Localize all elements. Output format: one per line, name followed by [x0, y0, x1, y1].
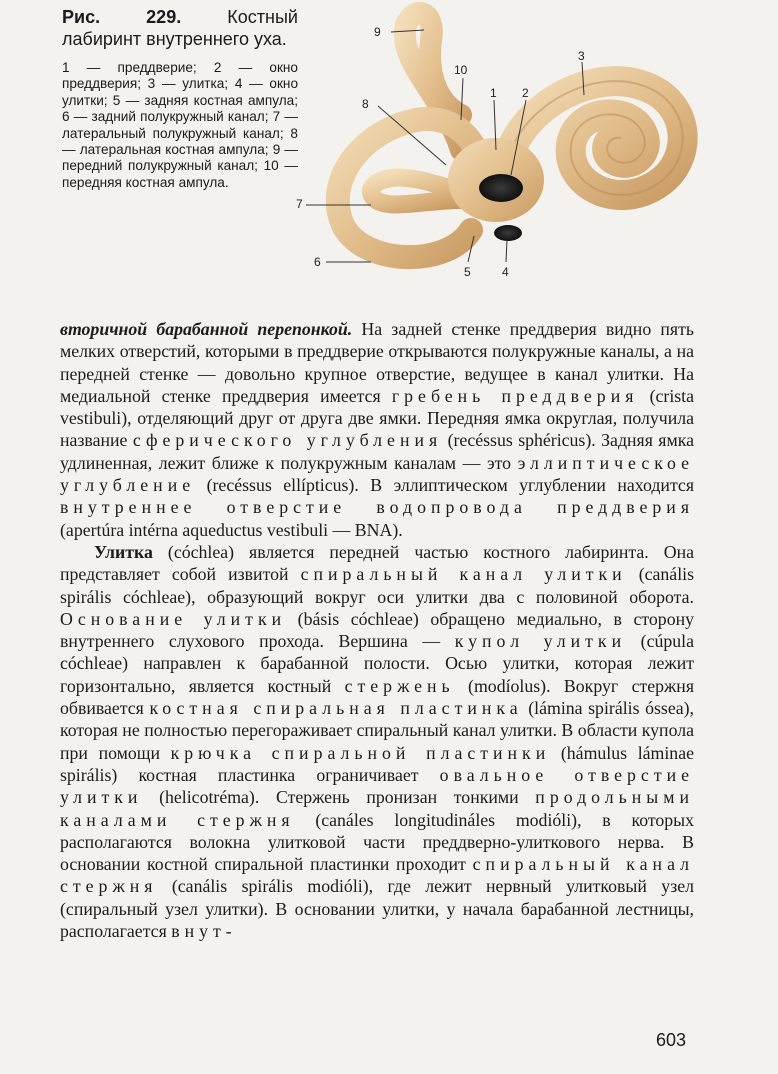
- text-span: (cóchlea) является передней частью костного лабиринта. Она представляет собой извитой: [60, 541, 694, 585]
- text-span: (helicotréma). Стержень пронизан тонкими: [142, 787, 536, 808]
- text-span: (apertúra intérna aqueductus vestibuli — BNA).: [60, 519, 403, 540]
- text-span: (hámulus láminae spirális) костная пластинка ограничивает: [60, 742, 694, 785]
- spaced-term: Основание улитки: [60, 608, 287, 629]
- oval-window-shape: [479, 174, 523, 202]
- figure-label-10: 10: [454, 63, 468, 77]
- text-span: (recéssus sphéricus). Задняя ямка удлиненная, лежит ближе к полукружным каналам — это: [60, 430, 695, 473]
- figure-label-7: 7: [296, 197, 303, 211]
- text-span: (lámina spirális óssea), которая не полностью перегораживает спиральный канал улитки. В области купола при помощи: [60, 698, 694, 763]
- spaced-term: спиральный канал стержня: [60, 854, 694, 897]
- caption-legend: 1 — преддверие; 2 — окно преддверия; 3 — улитка; 4 — окно улитки; 5 — задняя костная ампула; 6 — задний полукружный канал; 7 — латеральный полукружный канал; 8 — латеральная костная ампула; 9 — передний полукружный канал; 10 — передняя костная ампула.: [62, 60, 298, 190]
- figure-label-2: 2: [522, 86, 529, 100]
- text-span: вторичной барабанной перепонкой.: [60, 319, 353, 339]
- text-span: (crista vestibuli), отделяющий друг от друга две ямки. Передняя ямка округлая, получила название: [60, 385, 695, 451]
- heading-term: Улитка: [94, 541, 153, 562]
- figure-label-5: 5: [464, 265, 471, 279]
- paragraph-cochlea: [60, 541, 694, 942]
- spaced-term: овальное отверстие улитки: [60, 764, 695, 808]
- text-span: (básis cóchleae) обращено медиально, в сторону внутреннего слухового прохода. Вершина —: [60, 608, 694, 652]
- spaced-term: внут-: [171, 921, 237, 942]
- text-span: (canális spirális cóchleae), образующий вокруг оси улитки два с половиной оборота.: [60, 564, 695, 607]
- spaced-term: костная спиральная пластинка: [149, 698, 523, 719]
- text-span: (recéssus ellípticus). В эллиптическом углублении находится: [195, 475, 694, 496]
- spaced-term: крючка спиральной пластинки: [170, 742, 551, 763]
- figure-label-1: 1: [490, 86, 497, 100]
- spaced-term: продольными каналами стержня: [60, 787, 694, 830]
- figure-label-3: 3: [578, 49, 585, 63]
- round-window-shape: [494, 225, 522, 241]
- page-number: 603: [656, 1030, 687, 1050]
- text-span: (canális spirális modióli), где лежит нервный улитковый узел (спиральный узел улитки). В основании улитки, у начала барабанной лестницы, располагается: [60, 876, 694, 942]
- bony-labyrinth-illustration: [296, 0, 726, 300]
- text-span: (modíolus). Вокруг стержня обвивается: [60, 675, 694, 719]
- caption-title: [62, 6, 298, 50]
- spaced-term: сферического углубления: [132, 430, 443, 451]
- figure-label-9: 9: [374, 25, 381, 39]
- paragraph-vestibule: [60, 318, 694, 541]
- figure-label-6: 6: [314, 255, 321, 269]
- text-span: (cúpula cóchleae) направлен к барабанной полости. Осью улитки, которая лежит горизонтально, является костный: [60, 631, 695, 696]
- figure-label-4: 4: [502, 265, 509, 279]
- spaced-term: гребень преддверия: [391, 385, 639, 406]
- caption-label: Рис. 229.: [62, 7, 182, 27]
- spaced-term: внутреннее отверстие водопровода преддверия: [60, 497, 694, 518]
- spaced-term: спиральный канал улитки: [300, 564, 627, 585]
- spaced-term: стержень: [344, 675, 455, 696]
- figure-label-8: 8: [362, 97, 369, 111]
- text-span: (canáles longitudináles modióli), в которых располагаются волокна улитковой части преддверно-улиткового нерва. В основании костной спиральной пластинки проходит: [60, 809, 694, 875]
- main-text: [60, 318, 694, 942]
- labyrinth-drawing: [296, 0, 726, 300]
- caption-title-text: Костный лабиринт внутреннего уха.: [62, 7, 298, 49]
- figure-caption: [62, 6, 298, 191]
- spaced-term: купол улитки: [454, 631, 627, 652]
- text-span: На задней стенке преддверия видно пять мелких отверстий, которыми в преддверие открываются полукружные каналы, а на передней стенке — довольно крупное отверстие, ведущее в канал улитки. На медиальной стенке преддверия имеется: [60, 319, 694, 406]
- spaced-term: эллиптическое углубление: [60, 452, 694, 496]
